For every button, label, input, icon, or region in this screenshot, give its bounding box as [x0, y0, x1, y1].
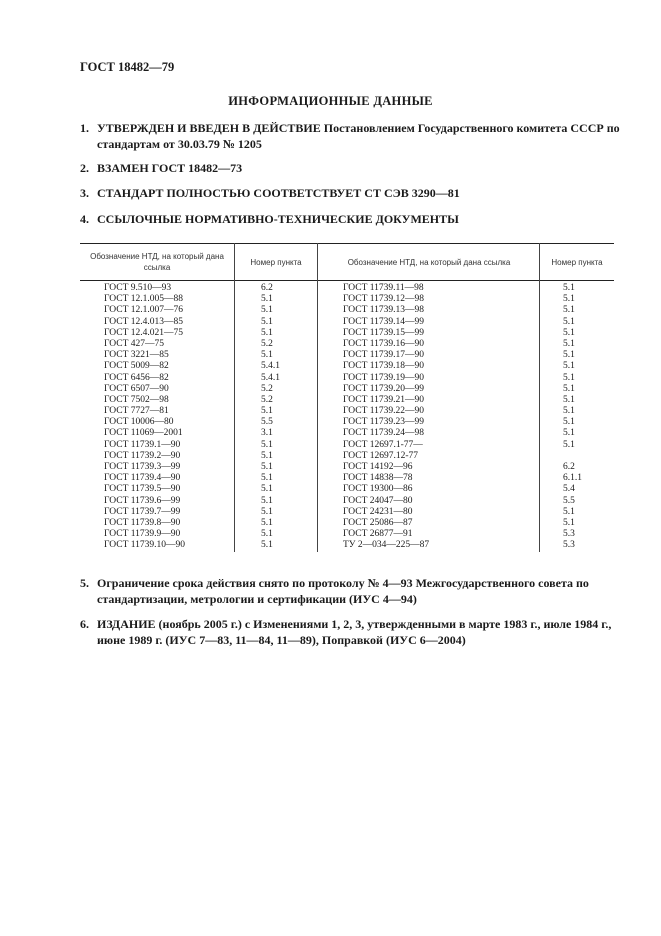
cell-doc-1: ГОСТ 11739.9—90 — [104, 529, 181, 540]
cell-doc-1: ГОСТ 3221—85 — [104, 350, 169, 361]
cell-clause-1: 5.1 — [261, 484, 273, 495]
item-number: 1. — [80, 121, 89, 135]
item-4 — [80, 211, 620, 227]
cell-clause-1: 5.2 — [261, 383, 273, 394]
cell-doc-1: ГОСТ 11739.8—90 — [104, 517, 181, 528]
cell-clause-2: 5.5 — [563, 495, 575, 506]
cell-clause-2: 5.1 — [563, 316, 575, 327]
cell-clause-2: 5.1 — [563, 283, 575, 293]
table-row — [80, 283, 614, 294]
cell-clause-1: 5.1 — [261, 540, 273, 551]
header-clause-1: Номер пункта — [250, 258, 302, 267]
item-2 — [80, 160, 620, 176]
table-body — [80, 283, 614, 552]
cell-doc-1: ГОСТ 11739.2—90 — [104, 450, 181, 461]
cell-doc-1: ГОСТ 11739.1—90 — [104, 439, 181, 450]
cell-doc-1: ГОСТ 11739.3—99 — [104, 462, 181, 472]
table-row — [80, 317, 614, 328]
item-text: ИЗДАНИЕ (ноябрь 2005 г.) с Изменениями 1, 2, 3, утвержденными в марте 1983 г., июле 1984 г., июне 1989 г. (ИУС 7—83, 11—84, 11—89), Поправкой (ИУС 6—2004) — [97, 617, 612, 647]
table-row — [80, 406, 614, 417]
cell-doc-2: ТУ 2—034—225—87 — [343, 540, 430, 551]
cell-clause-2: 5.1 — [563, 406, 575, 417]
item-number: 2. — [80, 161, 89, 175]
table-row — [80, 440, 614, 451]
table-header-rule — [80, 280, 614, 281]
cell-clause-2: 5.1 — [563, 327, 575, 338]
cell-doc-1: ГОСТ 12.4.021—75 — [104, 327, 183, 338]
table-row — [80, 496, 614, 507]
cell-doc-1: ГОСТ 12.1.007—76 — [104, 305, 183, 316]
cell-clause-2: 5.1 — [563, 394, 575, 405]
cell-clause-2: 5.1 — [563, 361, 575, 372]
table-row — [80, 484, 614, 495]
cell-doc-2: ГОСТ 11739.24—98 — [343, 428, 425, 439]
cell-clause-1: 5.1 — [261, 495, 273, 506]
cell-doc-2: ГОСТ 11739.12—98 — [343, 294, 425, 305]
item-6 — [80, 616, 620, 648]
table-row — [80, 328, 614, 339]
cell-clause-1: 5.1 — [261, 529, 273, 540]
cell-doc-1: ГОСТ 11739.5—90 — [104, 484, 181, 495]
cell-clause-1: 5.2 — [261, 338, 273, 349]
table-row — [80, 518, 614, 529]
cell-doc-1: ГОСТ 9.510—93 — [104, 283, 172, 293]
cell-doc-1: ГОСТ 10006—80 — [104, 417, 174, 428]
table-row — [80, 350, 614, 361]
cell-doc-2: ГОСТ 14838—78 — [343, 473, 413, 484]
cell-doc-2: ГОСТ 24231—80 — [343, 506, 413, 517]
cell-doc-2: ГОСТ 11739.17—90 — [343, 350, 425, 361]
item-heading: УТВЕРЖДЕН И ВВЕДЕН В ДЕЙСТВИЕ — [97, 121, 321, 135]
cell-doc-2: ГОСТ 19300—86 — [343, 484, 413, 495]
cell-doc-2: ГОСТ 11739.11—98 — [343, 283, 424, 293]
cell-clause-2: 5.1 — [563, 517, 575, 528]
item-heading: ВЗАМЕН ГОСТ 18482—73 — [97, 161, 243, 175]
cell-doc-1: ГОСТ 12.1.005—88 — [104, 294, 183, 305]
cell-clause-2: 5.4 — [563, 484, 575, 495]
table-row — [80, 462, 614, 473]
cell-clause-1: 5.1 — [261, 506, 273, 517]
table-row — [80, 361, 614, 372]
cell-clause-1: 5.1 — [261, 316, 273, 327]
page-title: ИНФОРМАЦИОННЫЕ ДАННЫЕ — [228, 94, 433, 108]
cell-clause-2: 5.3 — [563, 540, 575, 551]
item-number: 5. — [80, 576, 89, 590]
cell-clause-1: 6.2 — [261, 283, 273, 293]
item-text: Ограничение срока действия снято по протоколу № 4—93 Межгосударственного совета по стандартизации, метрологии и сертификации (ИУС 4—94) — [97, 576, 589, 606]
item-number: 4. — [80, 212, 89, 226]
cell-doc-1: ГОСТ 11739.4—90 — [104, 473, 181, 484]
cell-doc-2: ГОСТ 11739.20—99 — [343, 383, 425, 394]
table-row — [80, 339, 614, 350]
cell-doc-1: ГОСТ 11069—2001 — [104, 428, 183, 439]
cell-doc-1: ГОСТ 11739.6—99 — [104, 495, 181, 506]
cell-doc-1: ГОСТ 5009—82 — [104, 361, 169, 372]
cell-clause-1: 5.1 — [261, 327, 273, 338]
item-3 — [80, 185, 620, 201]
table-row — [80, 428, 614, 439]
cell-doc-1: ГОСТ 11739.7—99 — [104, 506, 181, 517]
cell-clause-1: 5.5 — [261, 417, 273, 428]
item-heading: ССЫЛОЧНЫЕ НОРМАТИВНО-ТЕХНИЧЕСКИЕ ДОКУМЕНТЫ — [97, 212, 459, 226]
cell-clause-1: 5.1 — [261, 350, 273, 361]
cell-doc-2: ГОСТ 11739.23—99 — [343, 417, 425, 428]
cell-clause-2: 5.1 — [563, 338, 575, 349]
table-row — [80, 473, 614, 484]
cell-clause-2: 6.1.1 — [563, 473, 582, 484]
cell-doc-2: ГОСТ 12697.1-77— — [343, 439, 423, 450]
cell-clause-1: 3.1 — [261, 428, 273, 439]
cell-doc-2: ГОСТ 11739.16—90 — [343, 338, 425, 349]
cell-clause-2: 5.1 — [563, 439, 575, 450]
table-row — [80, 417, 614, 428]
cell-doc-2: ГОСТ 11739.15—99 — [343, 327, 425, 338]
item-text: Постановлением Государственного комитета СССР по стандартам от 30.03.79 № 1205 — [97, 121, 620, 151]
header-clause-2: Номер пункта — [551, 258, 603, 267]
header-doc-1: Обозначение НТД, на который дана ссылка — [90, 252, 224, 272]
cell-clause-2: 5.1 — [563, 294, 575, 305]
cell-doc-2: ГОСТ 11739.18—90 — [343, 361, 425, 372]
table-row — [80, 451, 614, 462]
table-row — [80, 395, 614, 406]
cell-clause-2: 5.1 — [563, 428, 575, 439]
table-top-rule — [80, 243, 614, 244]
cell-clause-1: 5.2 — [261, 394, 273, 405]
cell-clause-1: 5.1 — [261, 473, 273, 484]
cell-doc-1: ГОСТ 6507—90 — [104, 383, 169, 394]
cell-doc-2: ГОСТ 11739.13—98 — [343, 305, 425, 316]
cell-clause-1: 5.1 — [261, 517, 273, 528]
cell-doc-2: ГОСТ 11739.22—90 — [343, 406, 425, 417]
cell-clause-1: 5.1 — [261, 439, 273, 450]
table-row — [80, 384, 614, 395]
item-heading: СТАНДАРТ ПОЛНОСТЬЮ СООТВЕТСТВУЕТ СТ СЭВ 3290—81 — [97, 186, 460, 200]
cell-clause-1: 5.1 — [261, 462, 273, 472]
cell-clause-1: 5.1 — [261, 406, 273, 417]
cell-clause-2: 6.2 — [563, 462, 575, 472]
cell-clause-2: 5.1 — [563, 383, 575, 394]
item-number: 3. — [80, 186, 89, 200]
cell-clause-1: 5.1 — [261, 305, 273, 316]
cell-clause-2: 5.3 — [563, 529, 575, 540]
table-row — [80, 529, 614, 540]
cell-clause-1: 5.4.1 — [261, 372, 280, 383]
cell-clause-2: 5.1 — [563, 417, 575, 428]
cell-doc-2: ГОСТ 11739.14—99 — [343, 316, 425, 327]
item-1 — [80, 120, 620, 152]
cell-clause-1: 5.4.1 — [261, 361, 280, 372]
item-number: 6. — [80, 617, 89, 631]
cell-clause-2: 5.1 — [563, 506, 575, 517]
references-table — [80, 243, 614, 552]
table-row — [80, 305, 614, 316]
document-code: ГОСТ 18482—79 — [80, 60, 175, 74]
cell-doc-1: ГОСТ 11739.10—90 — [104, 540, 186, 551]
cell-doc-2: ГОСТ 24047—80 — [343, 495, 413, 506]
cell-doc-2: ГОСТ 12697.12-77 — [343, 450, 419, 461]
cell-clause-2: 5.1 — [563, 350, 575, 361]
cell-clause-2: 5.1 — [563, 372, 575, 383]
item-5 — [80, 575, 620, 607]
cell-doc-1: ГОСТ 427—75 — [104, 338, 164, 349]
table-row — [80, 294, 614, 305]
cell-doc-2: ГОСТ 26877—91 — [343, 529, 413, 540]
cell-clause-1: 5.1 — [261, 294, 273, 305]
cell-doc-1: ГОСТ 7727—81 — [104, 406, 169, 417]
cell-clause-1: 5.1 — [261, 450, 273, 461]
cell-doc-2: ГОСТ 25086—87 — [343, 517, 413, 528]
cell-clause-2: 5.1 — [563, 305, 575, 316]
cell-doc-1: ГОСТ 6456—82 — [104, 372, 169, 383]
cell-doc-1: ГОСТ 7502—98 — [104, 394, 169, 405]
cell-doc-2: ГОСТ 11739.19—90 — [343, 372, 425, 383]
table-row — [80, 507, 614, 518]
cell-doc-2: ГОСТ 11739.21—90 — [343, 394, 425, 405]
cell-doc-1: ГОСТ 12.4.013—85 — [104, 316, 183, 327]
cell-doc-2: ГОСТ 14192—96 — [343, 462, 413, 472]
header-doc-2: Обозначение НТД, на который дана ссылка — [347, 258, 511, 267]
table-row — [80, 373, 614, 384]
table-row — [80, 540, 614, 551]
